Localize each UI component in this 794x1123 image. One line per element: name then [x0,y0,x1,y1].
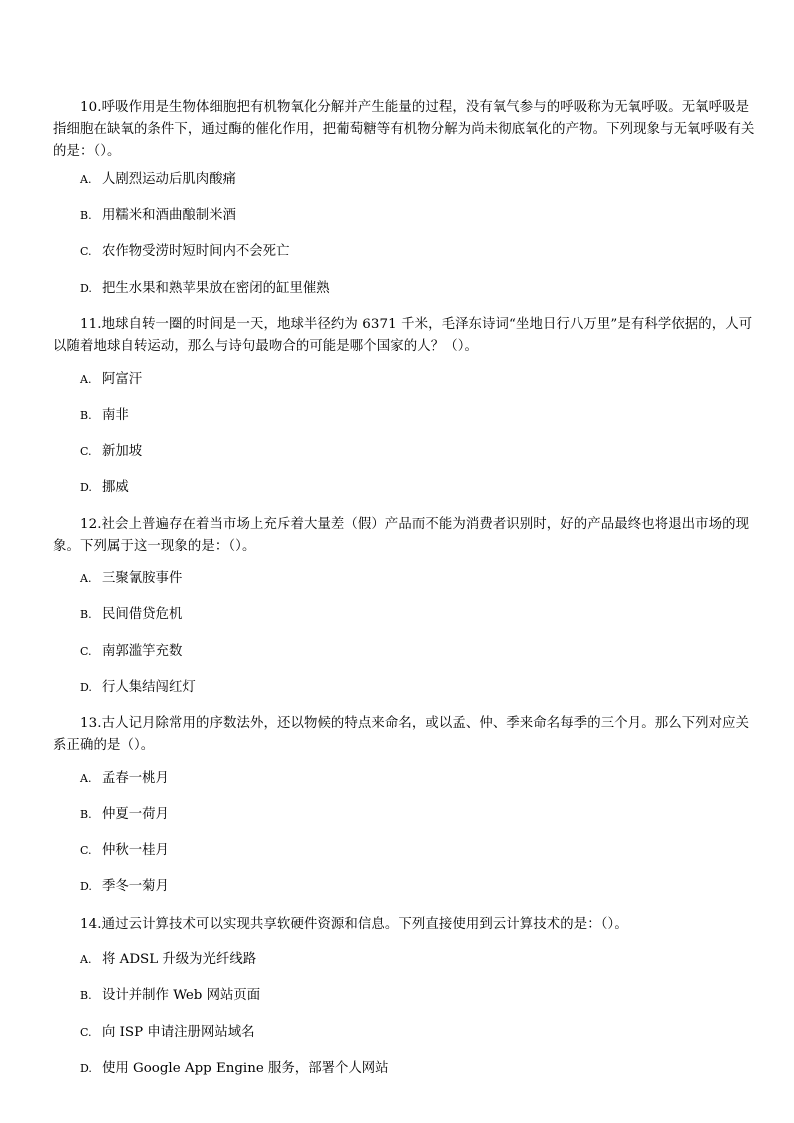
option-letter: C. [80,645,92,658]
option-text: 南郭滥竽充数 [102,644,183,659]
question-11-option-d [80,479,129,497]
option-letter: B. [80,209,92,222]
question-13-option-c [80,842,169,860]
option-letter: A. [80,572,92,585]
question-11-text: 11.地球自转一圈的时间是一天，地球半径约为 6371 千米，毛泽东诗词“坐地日行八万里”是有科学依据的，人可以随着地球自转运动，那么与诗句最吻合的可能是哪个国家的人？（）。 [53,317,753,354]
option-text: 季冬一菊月 [102,879,169,894]
option-letter: B. [80,409,92,422]
option-letter: D. [80,1062,92,1075]
option-letter: A. [80,953,92,966]
option-letter: C. [80,844,92,857]
option-text: 新加坡 [102,444,143,459]
option-letter: A. [80,173,92,186]
question-13-option-d [80,878,169,896]
question-14-option-a [80,951,256,969]
option-text: 设计并制作 Web 网站页面 [102,988,261,1003]
question-10-text: 10.呼吸作用是生物体细胞把有机物氧化分解并产生能量的过程，没有氧气参与的呼吸称为无氧呼吸。无氧呼吸是指细胞在缺氧的条件下，通过酶的催化作用，把葡萄糖等有机物分解为尚未彻底氧化的产物。下列现象与无氧呼吸有关的是：（）。 [53,100,755,159]
question-10-option-b [80,207,236,225]
question-12-option-a [80,570,182,588]
option-letter: C. [80,445,92,458]
option-text: 行人集结闯红灯 [102,680,196,695]
option-text: 向 ISP 申请注册网站域名 [102,1025,255,1040]
option-letter: D. [80,681,92,694]
option-text: 孟春一桃月 [102,771,169,786]
question-14-option-c [80,1024,255,1042]
option-text: 阿富汗 [102,372,143,387]
question-12-option-d [80,679,196,697]
option-text: 把生水果和熟苹果放在密闭的缸里催熟 [102,281,330,296]
option-text: 农作物受涝时短时间内不会死亡 [102,244,290,259]
option-text: 挪威 [102,480,129,495]
option-text: 民间借贷危机 [102,607,183,622]
question-11-option-b [80,407,129,425]
question-14-option-d [80,1060,389,1078]
question-10-option-a [80,171,236,189]
question-12-text: 12.社会上普遍存在着当市场上充斥着大量差（假）产品而不能为消费者识别时，好的产品最终也将退出市场的现象。下列属于这一现象的是：（）。 [53,517,750,554]
option-text: 用糯米和酒曲酿制米酒 [102,208,236,223]
question-10-option-d [80,280,330,298]
question-11-option-c [80,443,142,461]
option-letter: D. [80,880,92,893]
question-13-text: 13.古人记月除常用的序数法外，还以物候的特点来命名，或以孟、仲、季来命名每季的三个月。那么下列对应关系正确的是（）。 [53,716,750,753]
option-letter: B. [80,608,92,621]
option-letter: C. [80,1026,92,1039]
question-10-option-c [80,243,289,261]
option-letter: B. [80,808,92,821]
option-text: 南非 [102,408,129,423]
option-letter: D. [80,282,92,295]
option-text: 三聚氰胺事件 [102,571,183,586]
question-11-option-a [80,371,142,389]
question-12-option-c [80,643,182,661]
option-text: 将 ADSL 升级为光纤线路 [102,952,257,967]
option-letter: B. [80,989,92,1002]
question-13-option-a [80,770,169,788]
question-14-option-b [80,987,260,1005]
question-12-option-b [80,606,182,624]
option-letter: A. [80,772,92,785]
option-text: 仲夏一荷月 [102,807,169,822]
option-letter: C. [80,245,92,258]
option-text: 仲秋一桂月 [102,843,169,858]
option-text: 人剧烈运动后肌肉酸痛 [102,172,236,187]
option-letter: A. [80,373,92,386]
question-13-option-b [80,806,169,824]
option-letter: D. [80,481,92,494]
question-14-text: 14.通过云计算技术可以实现共享软硬件资源和信息。下列直接使用到云计算技术的是：（）。 [80,917,628,932]
option-text: 使用 Google App Engine 服务，部署个人网站 [102,1061,389,1076]
